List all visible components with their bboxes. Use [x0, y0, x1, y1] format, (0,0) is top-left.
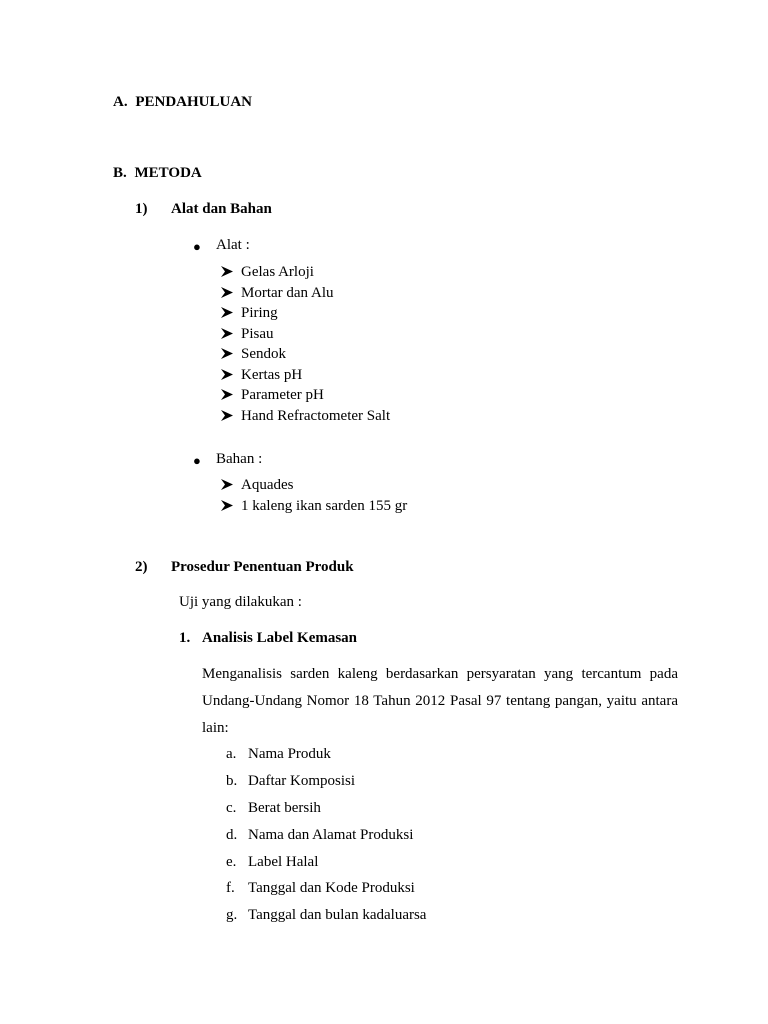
- bahan-item: 1 kaleng ikan sarden 155 gr: [241, 498, 408, 514]
- list-text: Daftar Komposisi: [248, 773, 356, 789]
- section-a-marker: A.: [113, 94, 128, 110]
- list-text: Nama dan Alamat Produksi: [248, 827, 414, 843]
- list-item: [220, 410, 234, 421]
- arrow-bullet-icon: [220, 307, 234, 318]
- list-text: Berat bersih: [248, 800, 321, 816]
- subsection-1-number: 1): [135, 201, 148, 217]
- alat-label: Alat :: [216, 237, 250, 253]
- list-letter: b.: [226, 773, 238, 789]
- list-item: [220, 348, 234, 359]
- list-text: Nama Produk: [248, 746, 331, 762]
- arrow-bullet-icon: [220, 348, 234, 359]
- list-item: [220, 369, 234, 380]
- arrow-bullet-icon: [220, 410, 234, 421]
- subsection-1-title: Alat dan Bahan: [171, 201, 272, 217]
- list-item: [226, 855, 318, 870]
- list-text: Tanggal dan Kode Produksi: [248, 880, 415, 896]
- list-letter: g.: [226, 907, 238, 923]
- list-text: Tanggal dan bulan kadaluarsa: [248, 907, 427, 923]
- list-item: [226, 774, 355, 789]
- alat-item: Pisau: [241, 326, 274, 342]
- subsection-2-title: Prosedur Penentuan Produk: [171, 559, 354, 575]
- list-item: [226, 828, 413, 843]
- arrow-bullet-icon: [220, 266, 234, 277]
- list-item: [220, 307, 234, 318]
- alat-item: Sendok: [241, 346, 286, 362]
- section-b-title: METODA: [134, 165, 202, 181]
- section-b-heading: [113, 166, 202, 181]
- bullet-icon: ●: [193, 453, 201, 468]
- list-letter: a.: [226, 746, 237, 762]
- list-letter: e.: [226, 854, 237, 870]
- alat-item: Gelas Arloji: [241, 264, 314, 280]
- bahan-label: Bahan :: [216, 451, 263, 467]
- list-item: [220, 328, 234, 339]
- uji-intro: Uji yang dilakukan :: [179, 594, 302, 610]
- alat-item: Hand Refractometer Salt: [241, 408, 391, 424]
- alat-item: Mortar dan Alu: [241, 285, 334, 301]
- arrow-bullet-icon: [220, 369, 234, 380]
- alat-item: Piring: [241, 305, 278, 321]
- arrow-bullet-icon: [220, 389, 234, 400]
- analisis-number: 1.: [179, 630, 191, 646]
- bullet-icon: ●: [193, 239, 201, 254]
- list-item: [226, 881, 415, 896]
- section-a-title: PENDAHULUAN: [135, 94, 253, 110]
- list-item: [220, 266, 234, 277]
- bahan-item: Aquades: [241, 477, 294, 493]
- list-letter: d.: [226, 827, 238, 843]
- list-item: [226, 801, 321, 816]
- list-item: [220, 500, 234, 511]
- analisis-title: Analisis Label Kemasan: [202, 630, 358, 646]
- analisis-paragraph: Menganalisis sarden kaleng berdasarkan persyaratan yang tercantum pada Undang-Undang Nomor 18 Tahun 2012 Pasal 97 tentang pangan, yaitu antara lain:: [202, 666, 678, 736]
- alat-item: Parameter pH: [241, 387, 324, 403]
- arrow-bullet-icon: [220, 479, 234, 490]
- subsection-2-number: 2): [135, 559, 148, 575]
- list-item: [220, 389, 234, 400]
- alat-item: Kertas pH: [241, 367, 303, 383]
- list-item: [226, 747, 331, 762]
- list-letter: c.: [226, 800, 237, 816]
- list-item: [226, 908, 426, 923]
- arrow-bullet-icon: [220, 500, 234, 511]
- list-text: Label Halal: [248, 854, 319, 870]
- list-letter: f.: [226, 880, 235, 896]
- list-item: [220, 479, 234, 490]
- arrow-bullet-icon: [220, 328, 234, 339]
- section-b-marker: B.: [113, 165, 127, 181]
- section-a-heading: [113, 95, 252, 110]
- list-item: [220, 287, 234, 298]
- arrow-bullet-icon: [220, 287, 234, 298]
